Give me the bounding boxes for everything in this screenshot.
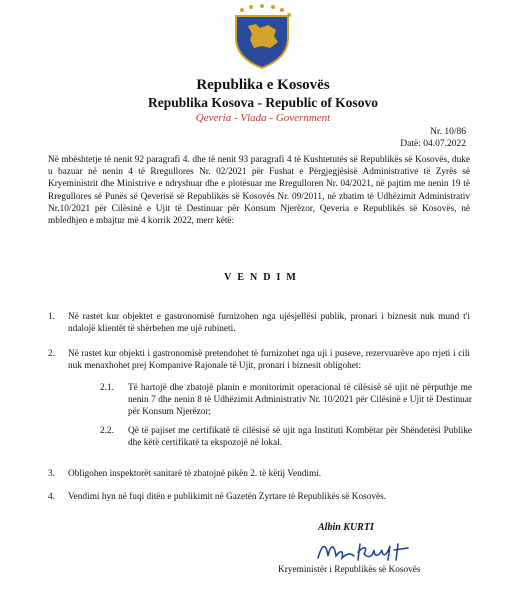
item-number: 4. <box>48 492 55 502</box>
signer-name: Albin KURTI <box>318 522 374 533</box>
handwritten-signature-icon <box>312 536 422 566</box>
decision-item: Vendimi hyn në fuqi ditën e publikimit në Gazetën Zyrtare të Republikës së Kosovës. <box>68 492 387 502</box>
decision-item: Në rastet kur objekti i gastronomisë pretendohet të furnizohet nga uji i puseve, rezervuarëve apo rrjeti i cili nuk menaxhohet prej Kompanive Rajonale të Ujit, pronari i biznesit obligohet: <box>68 349 470 372</box>
item-number: 3. <box>48 469 55 479</box>
reference-date: Datë: 04.07.2022 <box>400 139 466 149</box>
subitem-number: 2.2. <box>100 426 114 436</box>
header-subtitle: Republika Kosova - Republic of Kosovo <box>148 95 378 110</box>
document-reference <box>400 126 466 150</box>
preamble-paragraph: Në mbështetje të nenit 92 paragrafi 4. dhe të nenit 93 paragrafi 4 të Kushtetutës së Republikës së Kosovës, duke u bazuar në nenin 4 të Rregullores Nr. 02/2021 për Fushat e Përgjegjësisë Administrative të Zyrës së Kryeministrit dhe Ministrive e ndryshuar dhe e plotësuar me Rregulloren Nr. 04/2021, në pajtim me nenin 19 të Rregullores së Punës së Qeverisë së Republikës së Kosovës Nr. 09/2011, në zbatim të Udhëzimit Administrativ Nr.10/2021 për Cilësinë e Ujit të Destinuar për Konsum Njerëzor, Qeveria e Republikës së Kosovës, në mbledhjen e mbajtur më 4 korrik 2022, merr këtë: <box>48 155 470 227</box>
item-number: 1. <box>48 312 55 322</box>
decision-subitem: Të hartojë dhe zbatojë planin e monitorimit operacional të cilësisë së ujit në përputhje me nenin 7 dhe nenin 8 të Udhëzimit Administrativ Nr. 10/2021 për Cilësinë e Ujit të Destinuar për Konsum Njerëzor; <box>128 383 472 418</box>
decision-title: VENDIM <box>224 272 302 283</box>
header-title: Republika e Kosovës <box>196 77 330 93</box>
decision-subitem: Që të pajiset me certifikatë të cilësisë së ujit nga Instituti Kombëtar për Shëndetësi Publike dhe këtë certifikatë ta ekspozojë në lokal. <box>128 426 472 449</box>
signer-title: Kryeministër i Republikës së Kosovës <box>278 565 421 575</box>
item-number: 2. <box>48 349 55 359</box>
kosovo-coat-of-arms-icon <box>222 2 302 70</box>
document-header <box>0 76 526 125</box>
decision-item: Në rastet kur objektet e gastronomisë furnizohen nga ujësjellësi publik, pronari i biznesit nuk mund t'i ndalojë klientët të shërbehen me ujë rubineti. <box>68 312 470 335</box>
subitem-number: 2.1. <box>100 383 114 393</box>
reference-number: Nr. 10/86 <box>430 127 466 137</box>
decision-item: Obligohen inspektorët sanitarë të zbatojnë pikën 2. të këtij Vendimi. <box>68 469 322 479</box>
header-government: Qeveria - Vlada - Government <box>195 112 331 124</box>
